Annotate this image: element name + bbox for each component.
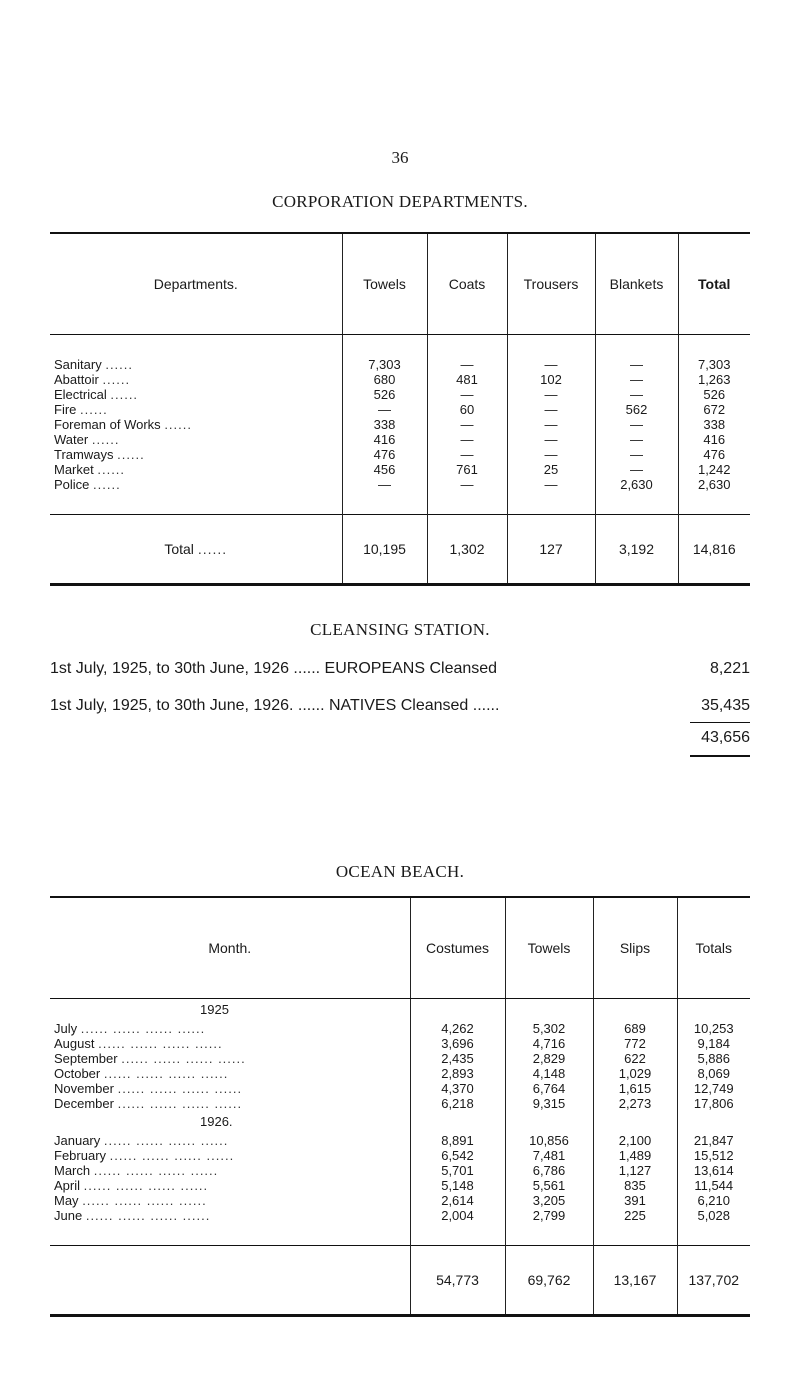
cell-slips: 689 — [593, 1021, 677, 1036]
cell-coats: 60 — [427, 402, 507, 417]
cell-towels: 10,856 — [505, 1133, 593, 1148]
table-row — [50, 1021, 750, 1036]
cell-totals: 17,806 — [677, 1096, 750, 1111]
cell-totals: 6,210 — [677, 1193, 750, 1208]
month-name: September ...... ...... ...... ...... — [54, 1051, 246, 1066]
cell-towels: 680 — [342, 372, 427, 387]
table-row — [50, 1178, 750, 1193]
month-name: November ...... ...... ...... ...... — [54, 1081, 243, 1096]
header-coats: Coats — [427, 233, 507, 335]
ocean-total-totals: 137,702 — [677, 1246, 750, 1316]
cell-trousers: — — [507, 417, 595, 432]
cell-towels: 476 — [342, 447, 427, 462]
cell-costumes: 6,542 — [410, 1148, 505, 1163]
cell-coats: — — [427, 357, 507, 372]
table-row — [50, 447, 750, 462]
total-label: Total ...... — [50, 515, 342, 585]
cell-towels: 5,302 — [505, 1021, 593, 1036]
cell-coats: — — [427, 477, 507, 492]
cell-towels: 7,481 — [505, 1148, 593, 1163]
dept-name: Police ...... — [54, 477, 121, 492]
month-name: December ...... ...... ...... ...... — [54, 1096, 243, 1111]
cell-total: 7,303 — [678, 357, 750, 372]
table-row — [50, 357, 750, 372]
cell-trousers: — — [507, 447, 595, 462]
cell-towels: 7,303 — [342, 357, 427, 372]
cell-blankets: 562 — [595, 402, 678, 417]
cell-slips: 1,127 — [593, 1163, 677, 1178]
dept-name: Abattoir ...... — [54, 372, 131, 387]
cell-costumes: 8,891 — [410, 1133, 505, 1148]
cell-slips: 835 — [593, 1178, 677, 1193]
cell-blankets: — — [595, 432, 678, 447]
cell-slips: 2,273 — [593, 1096, 677, 1111]
month-name: May ...... ...... ...... ...... — [54, 1193, 207, 1208]
cell-totals: 10,253 — [677, 1021, 750, 1036]
cell-trousers: 102 — [507, 372, 595, 387]
cell-towels: — — [342, 402, 427, 417]
cell-slips: 772 — [593, 1036, 677, 1051]
cell-costumes: 4,262 — [410, 1021, 505, 1036]
cell-towels: 526 — [342, 387, 427, 402]
table-row — [50, 1051, 750, 1066]
cell-blankets: 2,630 — [595, 477, 678, 492]
cell-blankets: — — [595, 357, 678, 372]
sum-double-rule — [690, 755, 750, 757]
cell-total: 1,242 — [678, 462, 750, 477]
header-totals: Totals — [677, 897, 750, 999]
cell-costumes: 2,004 — [410, 1208, 505, 1223]
month-name: June ...... ...... ...... ...... — [54, 1208, 211, 1223]
table-row — [50, 462, 750, 477]
cell-costumes: 4,370 — [410, 1081, 505, 1096]
cell-slips: 1,489 — [593, 1148, 677, 1163]
cell-towels: 4,148 — [505, 1066, 593, 1081]
table-row — [50, 372, 750, 387]
cleansing-europeans: 1st July, 1925, to 30th June, 1926 ...... EUROPEANS Cleansed 8,221 — [50, 660, 750, 677]
table-row — [50, 1163, 750, 1178]
cell-total: 526 — [678, 387, 750, 402]
sum-rule — [690, 722, 750, 723]
table-row — [50, 417, 750, 432]
cell-towels: 416 — [342, 432, 427, 447]
cell-slips: 622 — [593, 1051, 677, 1066]
cell-blankets: — — [595, 417, 678, 432]
cell-totals: 5,028 — [677, 1208, 750, 1223]
total-total: 14,816 — [678, 515, 750, 585]
header-towels: Towels — [505, 897, 593, 999]
cell-blankets: — — [595, 387, 678, 402]
cell-blankets: — — [595, 462, 678, 477]
month-name: October ...... ...... ...... ...... — [54, 1066, 229, 1081]
table-row — [50, 387, 750, 402]
header-month: Month. — [50, 897, 410, 999]
cell-total: 2,630 — [678, 477, 750, 492]
ocean-total-towels: 69,762 — [505, 1246, 593, 1316]
ocean-total-slips: 13,167 — [593, 1246, 677, 1316]
cell-costumes: 6,218 — [410, 1096, 505, 1111]
cell-total: 416 — [678, 432, 750, 447]
table-row — [50, 1066, 750, 1081]
cell-slips: 391 — [593, 1193, 677, 1208]
header-departments: Departments. — [50, 233, 342, 335]
dept-name: Foreman of Works ...... — [54, 417, 192, 432]
cell-totals: 8,069 — [677, 1066, 750, 1081]
table-row — [50, 432, 750, 447]
cell-towels: 6,786 — [505, 1163, 593, 1178]
cell-trousers: — — [507, 402, 595, 417]
cell-slips: 2,100 — [593, 1133, 677, 1148]
cell-towels: 9,315 — [505, 1096, 593, 1111]
year-1926: 1926. — [200, 1114, 233, 1129]
cell-towels: 456 — [342, 462, 427, 477]
cell-towels: 6,764 — [505, 1081, 593, 1096]
cell-trousers: — — [507, 387, 595, 402]
cell-trousers: — — [507, 357, 595, 372]
header-blankets: Blankets — [595, 233, 678, 335]
cell-costumes: 2,893 — [410, 1066, 505, 1081]
ocean-table — [50, 896, 750, 1317]
total-trousers: 127 — [507, 515, 595, 585]
month-name: January ...... ...... ...... ...... — [54, 1133, 229, 1148]
cell-towels: 5,561 — [505, 1178, 593, 1193]
header-slips: Slips — [593, 897, 677, 999]
cell-trousers: 25 — [507, 462, 595, 477]
table-row — [50, 1148, 750, 1163]
cell-towels: 338 — [342, 417, 427, 432]
corporation-table — [50, 232, 750, 586]
cell-coats: 481 — [427, 372, 507, 387]
cell-total: 338 — [678, 417, 750, 432]
cell-towels: 4,716 — [505, 1036, 593, 1051]
table-row — [50, 402, 750, 417]
cell-costumes: 2,435 — [410, 1051, 505, 1066]
ocean-total-costumes: 54,773 — [410, 1246, 505, 1316]
cleansing-natives: 1st July, 1925, to 30th June, 1926. ...... NATIVES Cleansed ...... 35,435 — [50, 697, 750, 714]
cell-towels: 2,829 — [505, 1051, 593, 1066]
table-row — [50, 1133, 750, 1148]
year-1925: 1925 — [200, 1002, 229, 1017]
cell-total: 1,263 — [678, 372, 750, 387]
cell-totals: 12,749 — [677, 1081, 750, 1096]
total-towels: 10,195 — [342, 515, 427, 585]
header-towels: Towels — [342, 233, 427, 335]
cell-coats: — — [427, 432, 507, 447]
month-name: March ...... ...... ...... ...... — [54, 1163, 219, 1178]
header-total: Total — [678, 233, 750, 335]
cleansing-title: CLEANSING STATION. — [310, 620, 490, 639]
cell-totals: 13,614 — [677, 1163, 750, 1178]
month-name: April ...... ...... ...... ...... — [54, 1178, 209, 1193]
cell-totals: 15,512 — [677, 1148, 750, 1163]
header-trousers: Trousers — [507, 233, 595, 335]
table-row — [50, 477, 750, 492]
cell-costumes: 2,614 — [410, 1193, 505, 1208]
dept-name: Electrical ...... — [54, 387, 139, 402]
cell-totals: 21,847 — [677, 1133, 750, 1148]
cell-trousers: — — [507, 432, 595, 447]
cell-totals: 11,544 — [677, 1178, 750, 1193]
cell-costumes: 3,696 — [410, 1036, 505, 1051]
dept-name: Fire ...... — [54, 402, 108, 417]
dept-name: Sanitary ...... — [54, 357, 133, 372]
month-name: July ...... ...... ...... ...... — [54, 1021, 206, 1036]
dept-name: Market ...... — [54, 462, 126, 477]
cell-slips: 225 — [593, 1208, 677, 1223]
month-name: February ...... ...... ...... ...... — [54, 1148, 235, 1163]
cleansing-sum: 43,656 — [701, 729, 750, 746]
table-row — [50, 1208, 750, 1223]
cell-coats: — — [427, 447, 507, 462]
table-row — [50, 1193, 750, 1208]
dept-name: Water ...... — [54, 432, 120, 447]
ocean-total-label — [50, 1246, 410, 1316]
dept-name: Tramways ...... — [54, 447, 145, 462]
page-number: 36 — [391, 148, 409, 167]
cell-towels: — — [342, 477, 427, 492]
cell-slips: 1,615 — [593, 1081, 677, 1096]
cell-trousers: — — [507, 477, 595, 492]
month-name: August ...... ...... ...... ...... — [54, 1036, 223, 1051]
cell-total: 672 — [678, 402, 750, 417]
total-coats: 1,302 — [427, 515, 507, 585]
ocean-title: OCEAN BEACH. — [335, 862, 465, 881]
cell-blankets: — — [595, 372, 678, 387]
corporation-title: CORPORATION DEPARTMENTS. — [272, 192, 528, 211]
cell-costumes: 5,148 — [410, 1178, 505, 1193]
cell-towels: 3,205 — [505, 1193, 593, 1208]
cell-slips: 1,029 — [593, 1066, 677, 1081]
table-row — [50, 1036, 750, 1051]
cell-costumes: 5,701 — [410, 1163, 505, 1178]
table-row — [50, 1096, 750, 1111]
cell-blankets: — — [595, 447, 678, 462]
cell-total: 476 — [678, 447, 750, 462]
cell-totals: 5,886 — [677, 1051, 750, 1066]
cell-coats: 761 — [427, 462, 507, 477]
cell-coats: — — [427, 387, 507, 402]
cell-towels: 2,799 — [505, 1208, 593, 1223]
cell-coats: — — [427, 417, 507, 432]
cell-totals: 9,184 — [677, 1036, 750, 1051]
table-row — [50, 1081, 750, 1096]
header-costumes: Costumes — [410, 897, 505, 999]
total-blankets: 3,192 — [595, 515, 678, 585]
